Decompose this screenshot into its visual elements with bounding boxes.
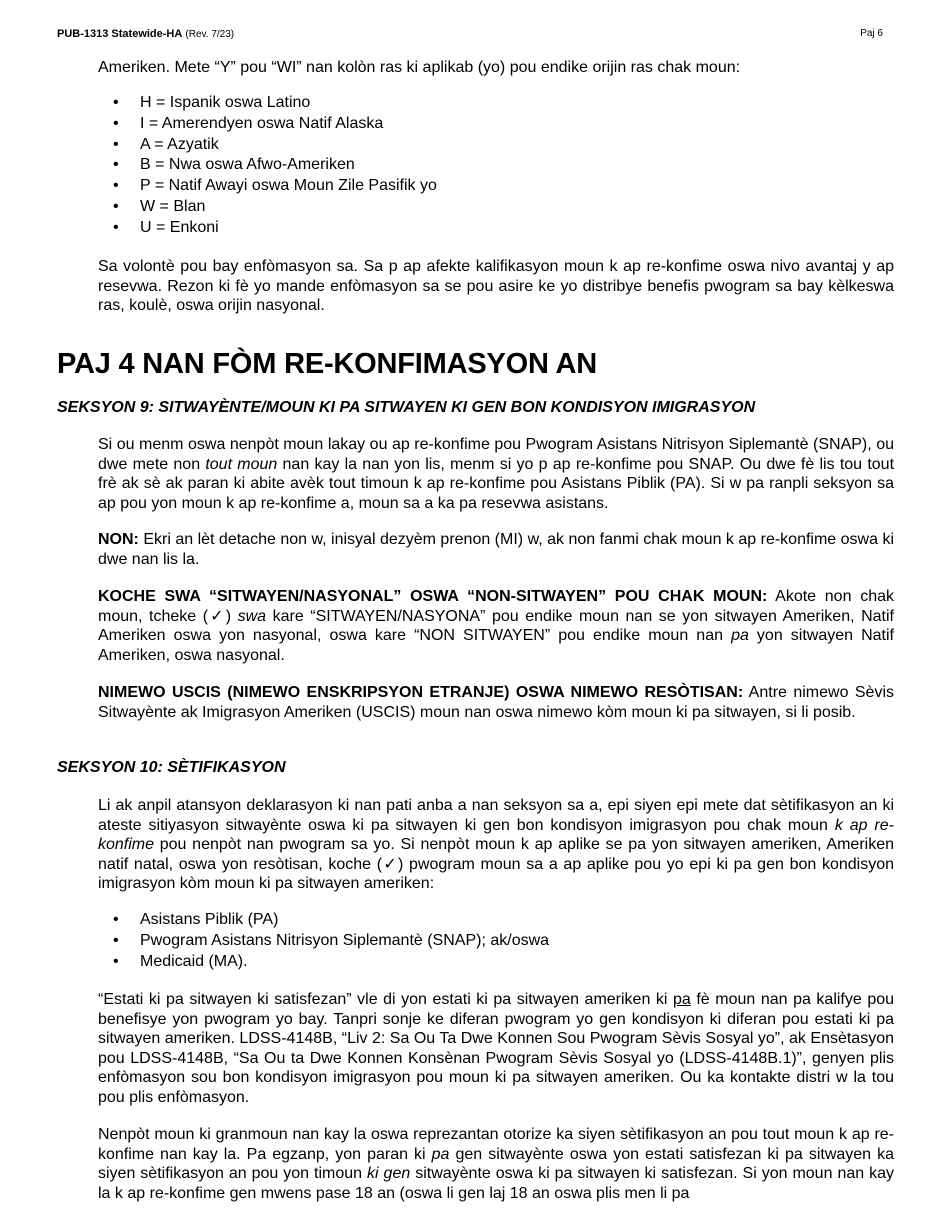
bullet-icon: •	[113, 94, 119, 111]
intro-paragraph: Ameriken. Mete “Y” pou “WI” nan kolòn ras ki aplikab (yo) pou endike orijin ras chak moun:	[98, 59, 741, 76]
program-list	[98, 910, 894, 972]
form-identifier	[57, 28, 234, 40]
list-item: • B = Nwa oswa Afwo-Ameriken	[98, 155, 894, 176]
bullet-icon: •	[113, 177, 119, 195]
list-item: • U = Enkoni	[98, 218, 894, 239]
uscis-instructions: NIMEWO USCIS (NIMEWO ENSKRIPSYON ETRANJE) OSWA NIMEWO RESÒTISAN: Antre nimewo Sèvis Sitwayènte ak Imigrasyon Ameriken (USCIS) moun nan oswa nimewo kòm moun ki pa sitwayen, si li posib.	[98, 684, 894, 721]
check-mark-icon: ✓	[208, 607, 226, 625]
list-item: • Asistans Piblik (PA)	[98, 910, 894, 931]
bullet-icon: •	[113, 156, 119, 174]
race-code-list	[98, 93, 894, 239]
citizenship-instructions: KOCHE SWA “SITWAYEN/NASYONAL” OSWA “NON-SITWAYEN” POU CHAK MOUN: Akote non chak moun, tcheke (✓) swa kare “SITWAYEN/NASYONA” pou endike moun nan se yon sitwayen Ameriken, Natif Ameriken oswa yon nasyonal, oswa kare “NON SITWAYEN” pou endike moun nan pa yon sitwayen Natif Ameriken, oswa nasyonal.	[98, 588, 895, 664]
section-9-title: SEKSYON 9: SITWAYÈNTE/MOUN KI PA SITWAYEN KI GEN BON KONDISYON IMIGRASYON	[57, 399, 756, 416]
check-mark-icon: ✓	[382, 855, 398, 873]
section-10-intro-paragraph: Li ak anpil atansyon deklarasyon ki nan pati anba a nan seksyon sa a, epi siyen epi mete dat sètifikasyon an ki ateste sitiyasyon sitwayènte oswa ki pa sitwayen ki gen bon kondisyon imigrasyon pou chak moun k ap re-konfime pou nenpòt nan pwogram sa yo. Si nenpòt moun k ap aplike se pa yon sitwayen ameriken, Ameriken natif natal, oswa yon resòtisan, koche (✓) pwogram moun sa a ap aplike pou yo epi ki pa gen bon kondisyon imigrasyon kòm moun ki pa sitwayen ameriken:	[98, 797, 895, 893]
bullet-icon: •	[113, 197, 119, 215]
list-item: • W = Blan	[98, 197, 894, 218]
non-citizen-status-paragraph: “Estati ki pa sitwayen ki satisfezan” vle di yon estati ki pa sitwayen ameriken ki pa fè moun nan pa kalifye pou benefisye yon pwogram yo bay. Tanpri sonje ke diferan pwogram yo gen kondisyon ki diferan pou estati ki pa sitwayen ameriken. LDSS-4148B, “Liv 2: Sa Ou Ta Dwe Konnen Sou Pwogram Sèvis Sosyal yo”, ak Ensètasyon pou LDSS-4148B, “Sa Ou ta Dwe Konnen Konsènan Pwogram Sèvis Sosyal yo (LDSS-4148B.1)”, genyen plis enfòmasyon sou bon kondisyon imigrasyon pou moun ki pa sitwayen ameriken. Ou ka kontakte distri w la tou pou plis enfòmasyon.	[98, 991, 895, 1106]
bullet-icon: •	[113, 114, 119, 132]
section-9-intro-paragraph: Si ou menm oswa nenpòt moun lakay ou ap re-konfime pou Pwogram Asistans Nitrisyon Siplemantè (SNAP), ou dwe mete non tout moun nan kay la nan yon lis, menm si yo p ap re-konfime pou SNAP. Ou dwe fè lis tou tout frè ak sè ak paran ki abite avèk tout timoun k ap re-konfime pou Asistans Piblik (PA). Si w pa ranpli seksyon sa ap pou yon moun k ap re-konfime a, moun sa a ka pa resevwa asistans.	[98, 436, 895, 512]
list-item: • P = Natif Awayi oswa Moun Zile Pasifik yo	[98, 176, 894, 197]
section-10-title: SEKSYON 10: SÈTIFIKASYON	[57, 759, 286, 776]
list-item: • Medicaid (MA).	[98, 952, 894, 973]
bullet-icon: •	[113, 135, 119, 153]
bullet-icon: •	[113, 952, 119, 970]
page-number: Paj 6	[860, 28, 883, 39]
uscis-label: NIMEWO USCIS (NIMEWO ENSKRIPSYON ETRANJE) OSWA NIMEWO RESÒTISAN:	[98, 684, 744, 701]
list-item: • H = Ispanik oswa Latino	[98, 93, 894, 114]
bullet-icon: •	[113, 931, 119, 949]
signer-paragraph: Nenpòt moun ki granmoun nan kay la oswa reprezantan otorize ka siyen sètifikasyon an pou tout moun k ap re-konfime nan kay la. Pa egzanp, yon paran ki pa gen sitwayènte oswa yon estati satisfezan ki pa sitwayen ka siyen sètifikasyon an pou yon timoun ki gen sitwayènte oswa ki pa sitwayen ki satisfezan. Si yon moun nan kay la k ap re-konfime gen mwens pase 18 an (oswa li gen laj 18 an oswa plis men li pa	[98, 1126, 894, 1202]
voluntary-paragraph: Sa volontè pou bay enfòmasyon sa. Sa p ap afekte kalifikasyon moun k ap re-konfime oswa nivo avantaj y ap resevwa. Rezon ki fè yo mande enfòmasyon sa se pou asire ke yo distribye benefis pwogram sa bay kèlkeswa ras, koulè, oswa orijin nasyonal.	[98, 258, 894, 315]
bullet-icon: •	[113, 218, 119, 236]
page-header	[57, 28, 883, 44]
bullet-icon: •	[113, 911, 119, 928]
list-item: • A = Azyatik	[98, 135, 894, 156]
form-revision: (Rev. 7/23)	[185, 29, 235, 40]
name-instructions: NON: Ekri an lèt detache non w, inisyal dezyèm prenon (MI) w, ak non fanmi chak moun k ap re-konfime oswa ki dwe nan lis la.	[98, 531, 894, 568]
name-label: NON:	[98, 531, 139, 548]
page-heading: PAJ 4 NAN FÒM RE-KONFIMASYON AN	[57, 348, 597, 380]
citizenship-label: KOCHE SWA “SITWAYEN/NASYONAL” OSWA “NON-SITWAYEN” POU CHAK MOUN:	[98, 588, 768, 605]
list-item: • Pwogram Asistans Nitrisyon Siplemantè (SNAP); ak/oswa	[98, 931, 894, 952]
list-item: • I = Amerendyen oswa Natif Alaska	[98, 114, 894, 135]
form-id: PUB-1313 Statewide-HA	[57, 28, 183, 40]
